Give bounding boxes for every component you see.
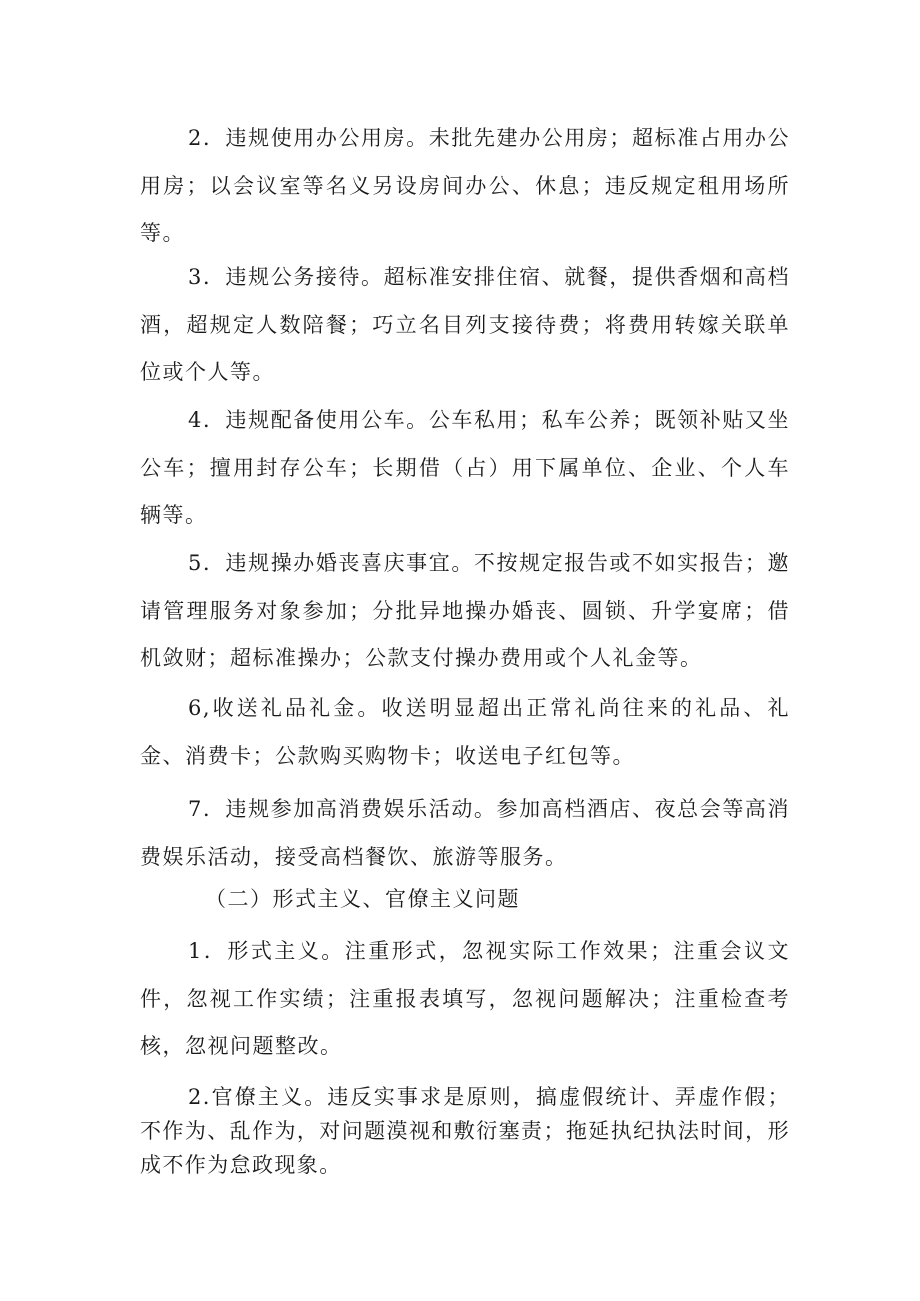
paragraph-item-5: 5．违规操办婚丧喜庆事宜。不按规定报告或不如实报告；邀请管理服务对象参加；分批异地操办婚丧、圆锁、升学宴席；借机敛财；超标准操办；公款支付操办费用或个人礼金等。 xyxy=(140,551,790,670)
paragraph-item-4: 4．违规配备使用公车。公车私用；私车公养；既领补贴又坐公车；擅用封存公车；长期借（占）用下属单位、企业、个人车辆等。 xyxy=(140,408,790,527)
section-heading: （二）形式主义、官僚主义问题 xyxy=(205,887,520,911)
paragraph-item-2: 2．违规使用办公用房。未批先建办公用房；超标准占用办公用房；以会议室等名义另设房间办公、休息；违反规定租用场所等。 xyxy=(140,126,790,245)
paragraph-item-7: 7．违规参加高消费娱乐活动。参加高档酒店、夜总会等高消费娱乐活动，接受高档餐饮、旅游等服务。 xyxy=(140,797,790,869)
paragraph-sub-2: 2.官僚主义。违反实事求是原则，搞虚假统计、弄虚作假；不作为、乱作为，对问题漠视和敷衍塞责；拖延执纪执法时间，形成不作为怠政现象。 xyxy=(140,1085,790,1177)
paragraph-sub-1: 1．形式主义。注重形式，忽视实际工作效果；注重会议文件，忽视工作实绩；注重报表填写，忽视问题解决；注重检查考核，忽视问题整改。 xyxy=(140,939,790,1058)
paragraph-item-6: 6,收送礼品礼金。收送明显超出正常礼尚往来的礼品、礼金、消费卡；公款购买购物卡；收送电子红包等。 xyxy=(140,696,790,768)
paragraph-item-3: 3．违规公务接待。超标准安排住宿、就餐，提供香烟和高档酒，超规定人数陪餐；巧立名目列支接待费；将费用转嫁关联单位或个人等。 xyxy=(140,265,790,384)
